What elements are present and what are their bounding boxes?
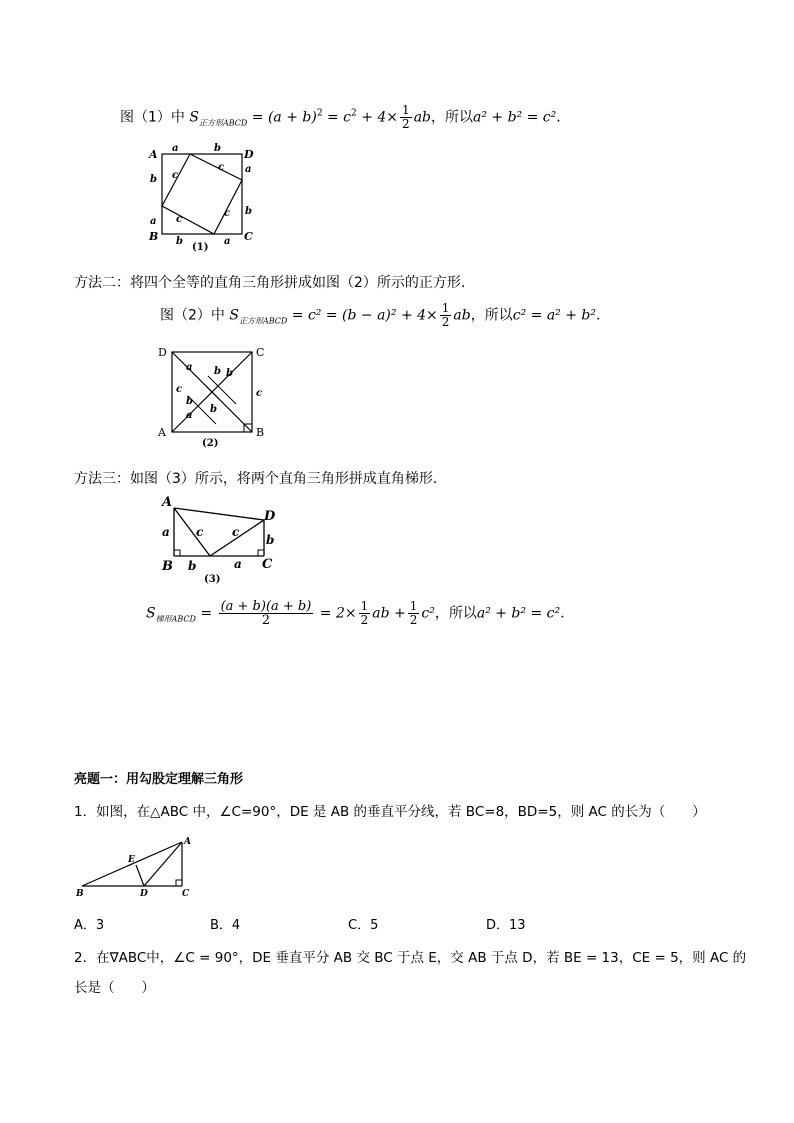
section-title: 亮题一：用勾股定理解三角形 [74,772,244,787]
method3-text: 方法三：如图（3）所示，将两个直角三角形拼成直角梯形. [74,471,438,487]
period: . [595,307,601,324]
result-expr: c² = a² + b² [512,307,596,324]
so-text: ，所以 [470,307,513,324]
fig1-label: a [150,216,157,227]
expr-main: = 2× [315,605,357,622]
fig2-label: b [214,366,221,377]
formula-fig2: 图（2）中 $S_{正方形ABCD} = c^2 = (b - a)^2 + 4\times$ $\frac{1}{2}$ ab，所以c² = a² + b². [160,301,601,329]
expr-ab: ab [453,307,471,324]
fig1-label: c [176,214,183,225]
fig2-vertex-a: A [158,426,166,439]
fig1-vertex-c: C [244,230,253,243]
fig3-label: a [234,557,242,571]
fig3-label: c [196,525,204,539]
fig3-label: b [266,533,275,547]
frac-numerator: (a + b)(a + b) [220,599,312,614]
fig2-vertex-d: D [158,346,167,359]
fig3-vertex-d: D [264,509,276,524]
fig3-vertex-b: B [162,559,173,574]
expr-mid: = c [322,109,352,126]
fig1-label: b [150,174,157,185]
fraction-half: $\frac{1}{2}$ [441,301,450,329]
q1-option-a[interactable]: A．3 [74,918,105,933]
q1-option-b[interactable]: B．4 [210,918,241,933]
figure-3 [156,492,286,588]
area-subscript: 正方形ABCD [198,118,248,128]
so-text: ，所以 [431,109,473,126]
fig2-vertex-c: C [256,346,265,359]
fig1-label: c [218,162,225,173]
figure-1 [140,140,260,252]
fraction-half: $\frac{1}{2}$ [409,599,418,627]
q1-option-c[interactable]: C．5 [348,918,379,933]
figure-2 [150,340,276,452]
fig3-label: c [232,525,240,539]
expr-ab: ab [413,109,431,126]
q1-vertex-b: B [76,889,84,899]
q1-vertex-d: D [140,889,148,899]
so-text: ，所以 [434,605,477,622]
fig1-label: b [176,236,183,247]
fig3-vertex-c: C [262,557,273,572]
fig3-caption: (3) [204,574,221,585]
fig2-label: b [186,396,193,407]
expr-ab: ab + [372,605,406,622]
q1-vertex-a: A [184,837,191,847]
q1-vertex-c: C [182,889,190,899]
result-expr: a² + b² = c² [476,605,561,622]
fig1-vertex-d: D [244,148,254,161]
fig2-caption: (2) [202,438,219,449]
fig1-label: a [172,143,179,154]
fig3-label: a [162,525,170,539]
fig1-label: b [245,206,252,217]
q1-option-d[interactable]: D．13 [486,918,526,933]
fig1-label: a [245,164,252,175]
expr-main: = c² = (b − a)² + 4× [287,307,438,324]
fig1-label: c [172,170,179,181]
question-1-figure [70,834,200,900]
formula-prefix: 图（1）中 [120,109,185,126]
period: . [556,109,561,126]
fig2-label: b [210,404,217,415]
area-subscript: 正方形ABCD [238,316,288,326]
result-expr: a² + b² = c² [473,109,557,126]
fig2-label: c [256,388,263,399]
fig1-label: b [214,143,221,154]
fig1-vertex-a: A [149,148,158,161]
fig2-label: b [226,368,233,379]
period: . [560,605,565,622]
fig2-label: a [186,362,193,373]
formula-prefix: 图（2）中 [160,307,225,324]
formula-fig1: 图（1）中 $S_{正方形ABCD} = (a + b)^2 = c^2 + 4\times$ $\frac{1}{2}$ ab，所以a² + b² = c². [120,103,561,131]
formula-fig3: $S_{梯形ABCD}$ = $\frac{(a + b)(a + b)}{2}$ = 2× $\frac{1}{2}$ ab + $\frac{1}{2}$ c²，所以a² + b² = c². [146,599,565,628]
fig1-caption: (1) [192,242,209,252]
question-2-line-1: 2．在∇ABC中，∠C = 90°，DE 垂直平分 AB 交 BC 于点 E，交 AB 于点 D，若 BE = 13，CE = 5，则 AC 的 [74,950,747,966]
expr-times: + 4× [356,109,399,126]
q1-vertex-e: E [128,855,135,865]
fig1-label: c [224,208,231,219]
fig2-vertex-b: B [256,426,265,439]
question-1-text: 1．如图，在△ABC 中，∠C=90°，DE 是 AB 的垂直平分线，若 BC=8，BD=5，则 AC 的长为（ ） [74,804,706,820]
expr-c: c² [421,605,435,622]
fig2-label: c [176,384,183,395]
fig2-label: a [186,410,193,421]
area-subscript: 梯形ABCD [155,614,196,624]
fig1-label: a [224,236,231,247]
method2-text: 方法二：将四个全等的直角三角形拼成如图（2）所示的正方形. [74,275,466,291]
fig1-vertex-b: B [149,230,159,243]
frac-denominator: 2 [261,613,271,628]
fraction-trapezoid [219,600,314,627]
fraction-half: $\frac{1}{2}$ [360,599,369,627]
fraction-half: $\frac{1}{2}$ [402,103,410,131]
expr-left: = (a + b) [247,109,317,126]
fig3-label: b [188,559,197,573]
fig3-vertex-a: A [162,495,173,510]
question-2-line-2: 长是（ ） [74,980,155,996]
